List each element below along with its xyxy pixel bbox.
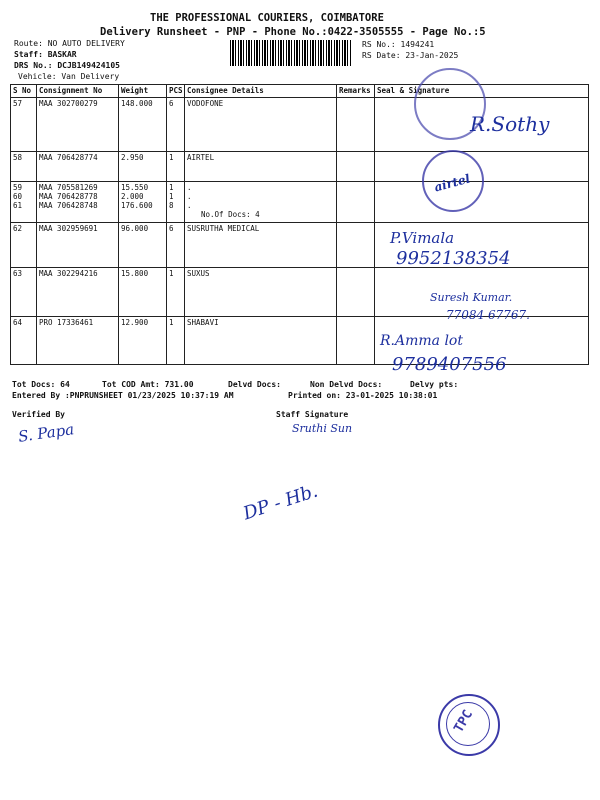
weight: 2.950 <box>121 153 144 162</box>
tpc-stamp-text: TPC <box>451 707 477 736</box>
pcs: 1 <box>169 153 174 162</box>
entered-by: Entered By :PNPRUNSHEET 01/23/2025 10:37:19 AM <box>12 391 234 400</box>
row64-name: R.Amma lot <box>380 333 463 349</box>
col-weight: Weight <box>119 85 167 98</box>
barcode-image <box>230 40 352 66</box>
pcs: 1 <box>169 318 174 327</box>
col-consignee: Consignee Details <box>185 85 337 98</box>
drs-number: DRS No.: DCJB149424105 <box>14 61 120 70</box>
pcs: 6 <box>169 224 174 233</box>
sno: 63 <box>13 269 23 278</box>
row58-stamp-text: airtel <box>432 171 472 195</box>
weight: 15.800 <box>121 269 149 278</box>
sno: 61 <box>13 201 23 210</box>
pcs: 1 <box>169 192 174 201</box>
printed-on: Printed on: 23-01-2025 10:38:01 <box>288 391 438 400</box>
row62-name: P.Vimala <box>390 229 455 247</box>
staff-signature-label: Staff Signature <box>276 410 349 419</box>
pcs: 1 <box>169 269 174 278</box>
pcs: 6 <box>169 99 174 108</box>
sno: 62 <box>13 224 23 233</box>
remarks-cell <box>337 152 375 182</box>
weight: 148.000 <box>121 99 153 108</box>
total-cod: Tot COD Amt: 731.00 <box>102 380 194 389</box>
consignment-no: MAA 302959691 <box>39 224 98 233</box>
row62-phone: 9952138354 <box>396 248 511 269</box>
consignee: SUSRUTHA MEDICAL <box>187 224 260 233</box>
staff-label: Staff: BASKAR <box>14 50 77 59</box>
sno: 59 <box>13 183 23 192</box>
sno: 64 <box>13 318 23 327</box>
staff-signature: Sruthi Sun <box>292 422 353 435</box>
consignee: SHABAVI <box>187 318 219 327</box>
col-pcs: PCS <box>167 85 185 98</box>
consignment-no: MAA 706428748 <box>39 201 98 210</box>
row63-phone: 77084 67767. <box>446 308 530 322</box>
verified-by-label: Verified By <box>12 410 65 419</box>
non-delivered-docs: Non Delvd Docs: <box>310 380 383 389</box>
table-row <box>11 182 589 223</box>
weight: 2.000 <box>121 192 144 201</box>
docs-count-note: No.Of Docs: 4 <box>201 210 260 219</box>
consignee: . <box>187 192 192 201</box>
runsheet-subtitle: Delivery Runsheet - PNP - Phone No.:0422-3505555 - Page No.:5 <box>100 26 486 38</box>
pcs: 1 <box>169 183 174 192</box>
sno: 57 <box>13 99 23 108</box>
delivered-docs: Delvd Docs: <box>228 380 281 389</box>
weight: 15.550 <box>121 183 149 192</box>
rs-date: RS Date: 23-Jan-2025 <box>362 51 459 60</box>
consignment-no: MAA 705581269 <box>39 183 98 192</box>
remarks-cell <box>337 223 375 268</box>
consignee: . <box>187 183 192 192</box>
col-remarks: Remarks <box>337 85 375 98</box>
pcs: 8 <box>169 201 174 210</box>
row63-name: Suresh Kumar. <box>430 291 513 304</box>
col-sno: S No <box>11 85 37 98</box>
remarks-cell <box>337 268 375 317</box>
table-header-row <box>11 85 589 98</box>
row64-phone: 9789407556 <box>392 354 507 375</box>
weight: 176.600 <box>121 201 153 210</box>
verified-signature: S. Papa <box>17 420 76 446</box>
weight: 12.900 <box>121 318 149 327</box>
sno: 58 <box>13 153 23 162</box>
consignment-no: MAA 706428774 <box>39 153 98 162</box>
tpc-stamp-icon <box>438 694 500 756</box>
company-title: THE PROFESSIONAL COURIERS, COIMBATORE <box>150 12 384 24</box>
col-consignment: Consignment No <box>37 85 119 98</box>
consignment-no: PRO 17336461 <box>39 318 94 327</box>
consignee: . <box>187 201 192 210</box>
total-docs: Tot Docs: 64 <box>12 380 70 389</box>
remarks-cell <box>337 182 375 223</box>
sno: 60 <box>13 192 23 201</box>
row57-signature: R.Sothy <box>470 112 550 136</box>
remarks-cell <box>337 98 375 152</box>
remarks-cell <box>337 317 375 365</box>
consignee: SUXUS <box>187 269 210 278</box>
consignment-no: MAA 706428778 <box>39 192 98 201</box>
consignment-no: MAA 302700279 <box>39 99 98 108</box>
dp-handwritten-note: DP - Hb. <box>240 480 321 525</box>
weight: 96.000 <box>121 224 149 233</box>
delivery-points: Delvy pts: <box>410 380 459 389</box>
vehicle-label: Vehicle: Van Delivery <box>18 72 120 81</box>
rs-number: RS No.: 1494241 <box>362 40 435 49</box>
consignee: VODOFONE <box>187 99 224 108</box>
col-seal-signature: Seal & Signature <box>375 85 589 98</box>
table-row <box>11 152 589 182</box>
route-label: Route: NO AUTO DELIVERY <box>14 39 125 48</box>
consignee: AIRTEL <box>187 153 215 162</box>
consignment-no: MAA 302294216 <box>39 269 98 278</box>
